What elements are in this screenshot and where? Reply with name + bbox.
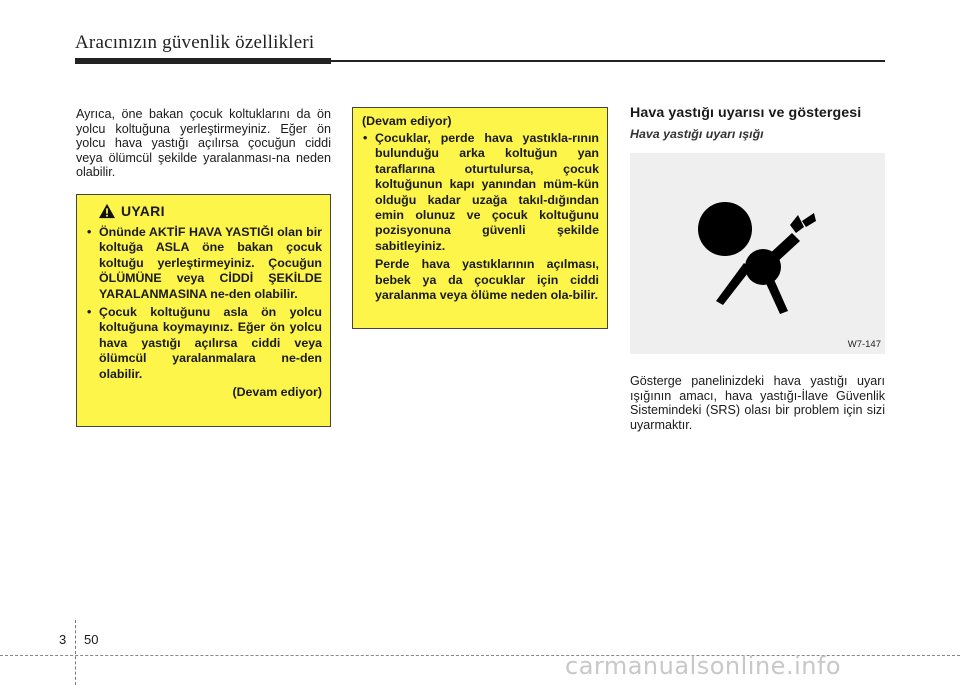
warning-header <box>98 203 322 219</box>
warning-box-1 <box>76 194 331 427</box>
continued-label: (Devam ediyor) <box>362 114 452 128</box>
page-header-title: Aracınızın güvenlik özellikleri <box>75 32 315 53</box>
page-number: 50 <box>84 632 99 647</box>
warning-list <box>86 225 322 382</box>
header-rule-accent <box>75 58 331 64</box>
figure-label: W7-147 <box>847 339 881 350</box>
column-3-header <box>630 106 886 141</box>
continued-label: (Devam ediyor) <box>232 385 322 400</box>
warning-item-text: Çocuklar, perde hava yastıkla-rının bulunduğu arka koltuğun yan taraflarına oturtulursa, çocuk koltuğunun kapı yanından müm-kün olduğu kadar uzağa takıl-dığından emin olunuz ve çocuk koltuğunu pozisyonuna güvenli şekilde sabitleyiniz. <box>375 131 599 253</box>
footer-divider-vertical <box>75 620 77 685</box>
warning-item-note: Perde hava yastıklarının açılması, bebek ya da çocuklar için ciddi yaralanma veya ölüme neden ola-bilir. <box>375 257 599 303</box>
warning-triangle-icon <box>98 203 116 219</box>
chapter-number: 3 <box>59 632 67 647</box>
warning-list <box>362 131 599 303</box>
warning-item <box>362 131 599 303</box>
warning-title: UYARI <box>121 203 165 219</box>
airbag-warning-icon <box>690 191 830 331</box>
intro-paragraph: Ayrıca, öne bakan çocuk koltuklarını da ön yolcu koltuğuna yerleştirmeyiniz. Eğer ön yolcu hava yastığı açılırsa çocuğun ciddi veya ölümcül şekilde yaralanması-na neden olabilir. <box>76 107 331 180</box>
warning-box-2 <box>352 107 608 329</box>
section-subtitle: Hava yastığı uyarı ışığı <box>630 126 764 141</box>
column-1 <box>76 107 331 180</box>
airbag-warning-light-figure <box>630 153 885 354</box>
section-paragraph: Gösterge panelinizdeki hava yastığı uyarı ışığının amacı, hava yastığı-İlave Güvenlik Sistemindeki (SRS) olası bir problem için sizi uyarmaktır. <box>630 374 885 432</box>
column-3-body <box>630 374 885 432</box>
warning-item: • Önünde AKTİF HAVA YASTIĞI olan bir koltuğa ASLA öne bakan çocuk koltuğu yerleştirmeyiniz. Çocuğun ÖLÜMÜNE veya CİDDİ ŞEKİLDE YARALANMASINA ne-den olabilir. <box>86 225 322 302</box>
warning-item: • Çocuk koltuğunu asla ön yolcu koltuğuna koymayınız. Eğer ön yolcu hava yastığı açılırsa ciddi veya ölümcül yaralanmalara ne-den olabilir. <box>86 305 322 382</box>
watermark: carmanualsonline.info <box>565 652 842 680</box>
section-title: Hava yastığı uyarısı ve göstergesi <box>630 105 862 121</box>
